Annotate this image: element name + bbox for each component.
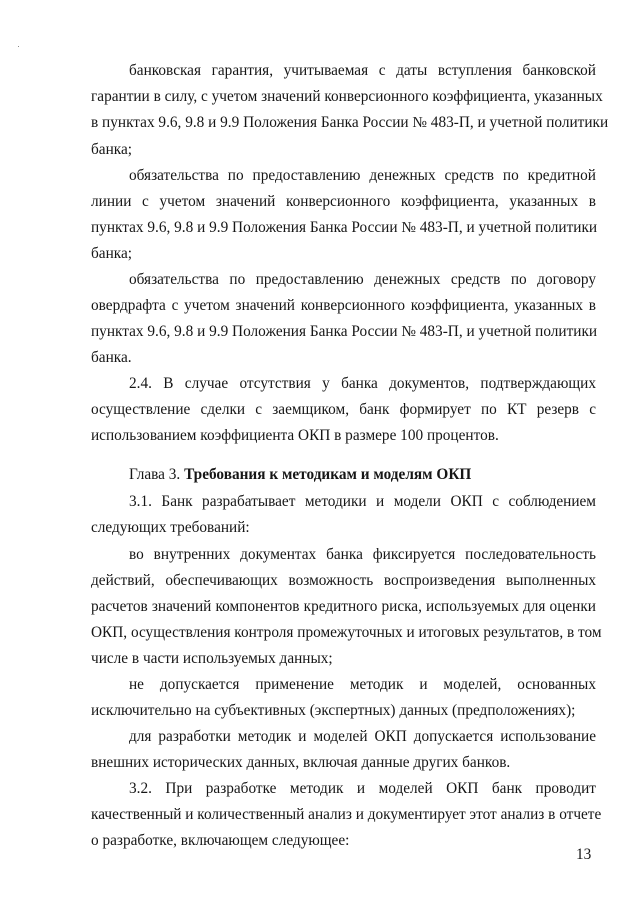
text-line: действий, обеспечивающих возможность воспроизведения выполненных	[91, 572, 596, 589]
text-line: расчетов значений компонентов кредитного риска, используемых для оценки	[91, 598, 596, 615]
chapter-number: Глава 3.	[129, 466, 181, 483]
text-line: ОКП, осуществления контроля промежуточных и итоговых результатов, в том	[91, 624, 602, 641]
text-line: линии с учетом значений конверсионного коэффициента, указанных в	[91, 193, 596, 210]
text-line: обязательства по предоставлению денежных средств по кредитной	[129, 167, 596, 184]
text-line: банка;	[91, 245, 132, 262]
text-line: исключительно на субъективных (экспертных) данных (предположениях);	[91, 702, 576, 719]
page-number: 13	[576, 846, 592, 863]
text-line: использованием коэффициента ОКП в размере 100 процентов.	[91, 427, 499, 444]
text-line: банка;	[91, 141, 132, 158]
text-line: пунктах 9.6, 9.8 и 9.9 Положения Банка России № 483-П, и учетной политики	[91, 323, 598, 340]
text-line: качественный и количественный анализ и документирует этот анализ в отчете	[91, 806, 602, 823]
text-line: пунктах 9.6, 9.8 и 9.9 Положения Банка России № 483-П, и учетной политики	[91, 219, 598, 236]
text-line: обязательства по предоставлению денежных средств по договору	[129, 271, 596, 288]
text-line: овердрафта с учетом значений конверсионного коэффициента, указанных в	[91, 297, 596, 314]
text-line: числе в части используемых данных;	[91, 650, 333, 667]
text-line: о разработке, включающем следующее:	[91, 832, 350, 849]
text-line: 2.4. В случае отсутствия у банка документов, подтверждающих	[129, 375, 596, 392]
text-line: для разработки методик и моделей ОКП допускается использование	[129, 728, 596, 745]
text-line: банковская гарантия, учитываемая с даты вступления банковской	[129, 62, 596, 79]
text-line: не допускается применение методик и моделей, основанных	[129, 676, 596, 693]
text-line: во внутренних документах банка фиксируется последовательность	[129, 546, 596, 563]
text-line: внешних исторических данных, включая данные других банков.	[91, 754, 511, 771]
text-line: следующих требований:	[91, 519, 250, 536]
scan-speck	[18, 46, 19, 47]
text-line: гарантии в силу, с учетом значений конверсионного коэффициента, указанных	[91, 88, 603, 105]
text-line: осуществление сделки с заемщиком, банк формирует по КТ резерв с	[91, 401, 596, 418]
text-line: в пунктах 9.6, 9.8 и 9.9 Положения Банка России № 483-П, и учетной политики	[91, 114, 609, 131]
text-line: 3.1. Банк разрабатывает методики и модели ОКП с соблюдением	[129, 493, 596, 510]
chapter-heading	[129, 465, 471, 485]
text-line: банка.	[91, 349, 132, 366]
text-line: 3.2. При разработке методик и моделей ОКП банк проводит	[129, 780, 596, 797]
chapter-title: Требования к методикам и моделям ОКП	[184, 466, 472, 483]
